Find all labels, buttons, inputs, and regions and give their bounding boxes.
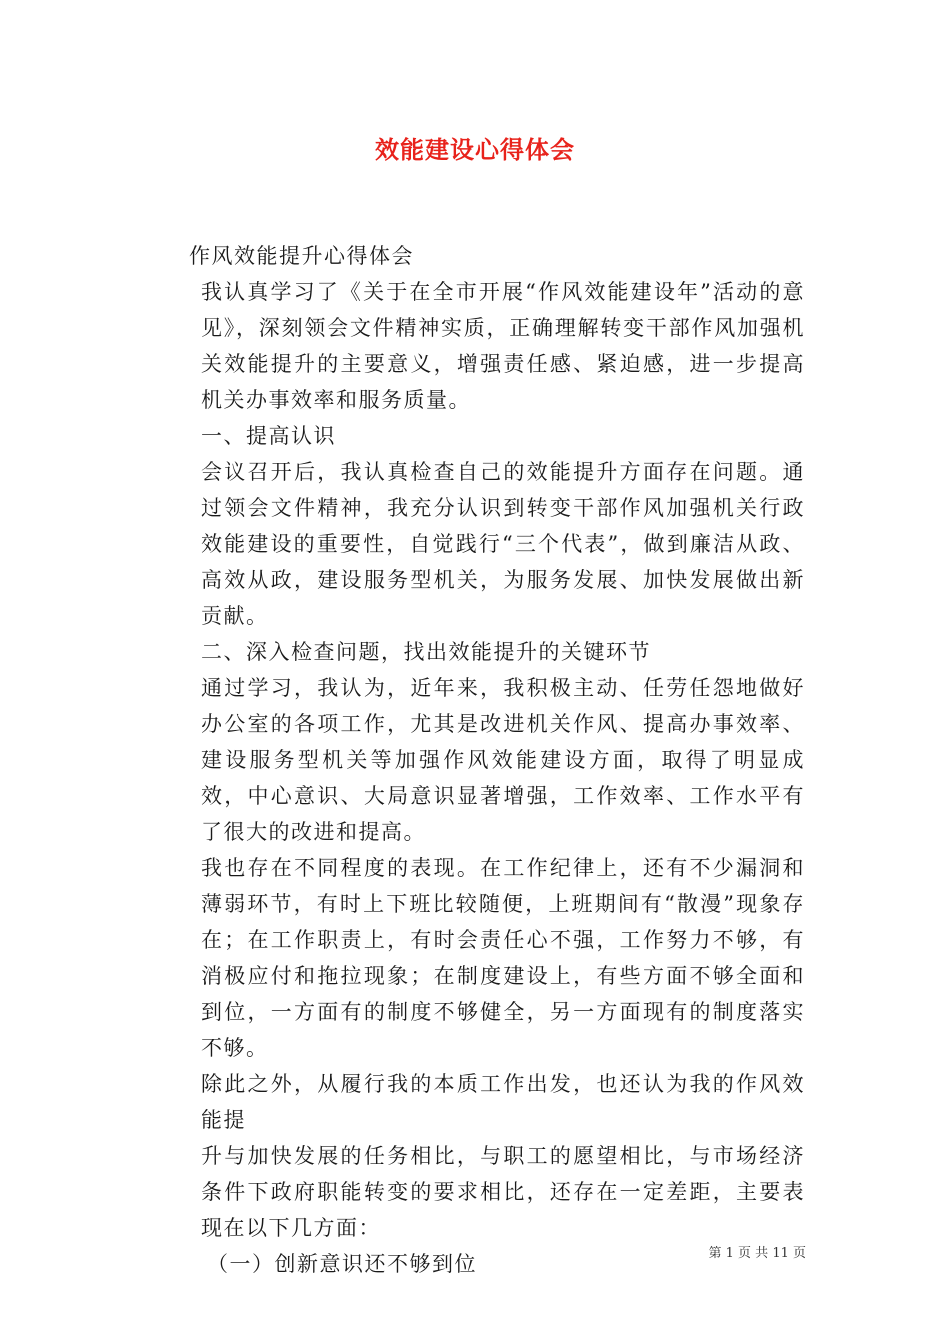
page-number: 第 1 页 共 11 页	[708, 1246, 806, 1261]
paragraph: 通过学习，我认为，近年来，我积极主动、任劳任怨地做好办公室的各项工作，尤其是改进机关作风、提高办事效率、建设服务型机关等加强作风效能建设方面，取得了明显成效，中心意识、大局意识显著增强，工作效率、工作水平有了很大的改进和提高。	[201, 676, 805, 844]
subsection-heading: （一）创新意识还不够到位	[207, 1252, 477, 1276]
paragraph: 会议召开后，我认真检查自己的效能提升方面存在问题。通过领会文件精神，我充分认识到转变干部作风加强机关行政效能建设的重要性，自觉践行“三个代表”，做到廉洁从政、高效从政，建设服务型机关，为服务发展、加快发展做出新贡献。	[201, 460, 805, 628]
paragraph: 我也存在不同程度的表现。在工作纪律上，还有不少漏洞和薄弱环节，有时上下班比较随便，上班期间有“散漫”现象存在；在工作职责上，有时会责任心不强，工作努力不够，有消极应付和拖拉现象；在制度建设上，有些方面不够全面和到位，一方面有的制度不够健全，另一方面现有的制度落实不够。	[201, 856, 805, 1060]
document-body	[145, 238, 805, 1282]
paragraph: 我认真学习了《关于在全市开展“作风效能建设年”活动的意见》，深刻领会文件精神实质，正确理解转变干部作风加强机关效能提升的主要意义，增强责任感、紧迫感，进一步提高机关办事效率和服务质量。	[201, 280, 805, 412]
paragraph: 除此之外，从履行我的本质工作出发，也还认为我的作风效能提	[201, 1072, 805, 1132]
section-heading: 二、深入检查问题，找出效能提升的关键环节	[201, 640, 651, 664]
section-heading: 一、提高认识	[201, 424, 336, 448]
subtitle-line: 作风效能提升心得体会	[189, 244, 414, 268]
document-title: 效能建设心得体会	[375, 135, 575, 164]
paragraph: 升与加快发展的任务相比，与职工的愿望相比，与市场经济条件下政府职能转变的要求相比，还存在一定差距，主要表现在以下几方面：	[201, 1144, 805, 1240]
